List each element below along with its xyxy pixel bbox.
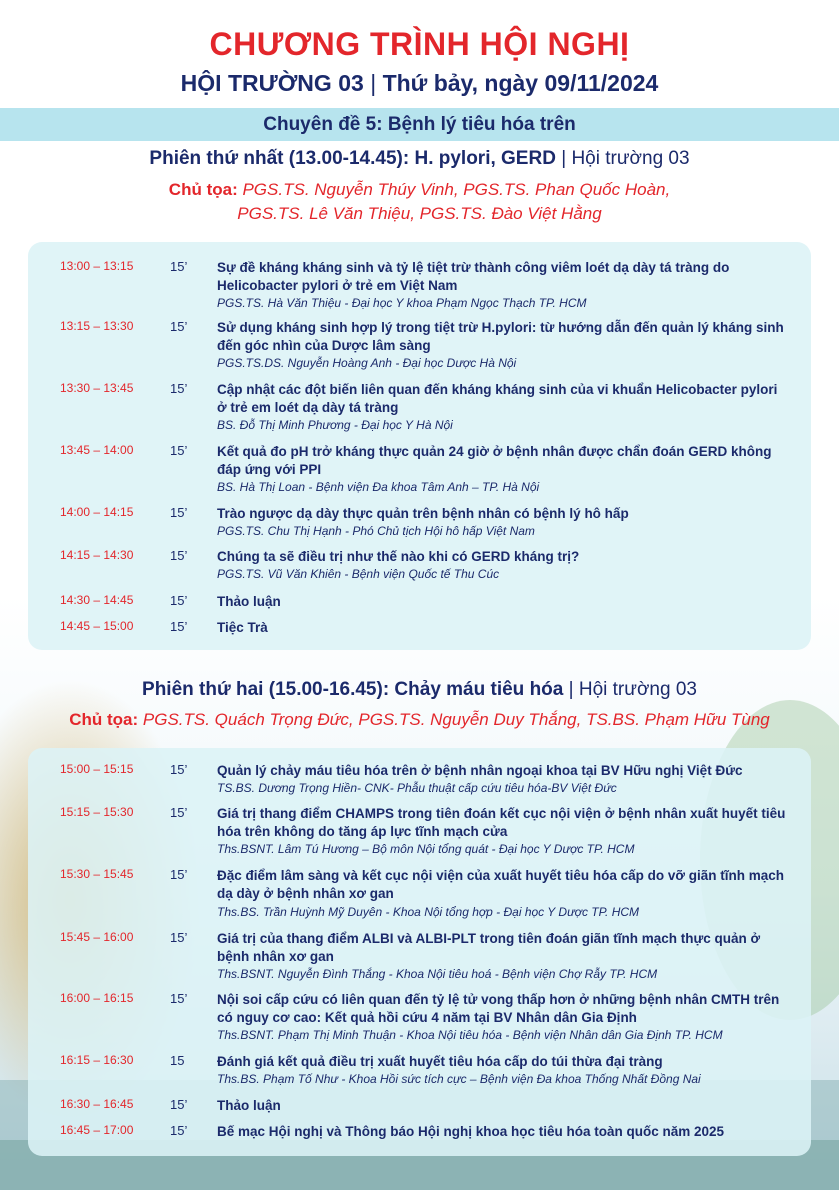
session1-chair-line1 — [0, 180, 839, 200]
row-topic: Bế mạc Hội nghị và Thông báo Hội nghị khoa học tiêu hóa toàn quốc năm 2025 — [217, 1124, 725, 1139]
row-speaker: PGS.TS. Vũ Văn Khiên - Bệnh viện Quốc tế Thu Cúc — [217, 567, 500, 581]
session1-separator: | — [561, 148, 567, 169]
row-time: 15:00 – 15:15 — [60, 762, 134, 776]
row-speaker: Ths.BS. Phạm Tố Như - Khoa Hồi sức tích cực – Bệnh viện Đa khoa Thống Nhất Đồng Nai — [217, 1072, 701, 1086]
row-duration: 15’ — [170, 548, 188, 563]
row-topic: Chúng ta sẽ điều trị như thế nào khi có GERD kháng trị? — [217, 549, 580, 564]
row-duration: 15’ — [170, 319, 188, 334]
row-topic: Tiệc Trà — [217, 620, 268, 635]
session1-heading — [0, 148, 839, 170]
row-speaker: PGS.TS. Hà Văn Thiệu - Đại học Y khoa Phạm Ngọc Thạch TP. HCM — [217, 296, 587, 310]
row-time: 14:30 – 14:45 — [60, 593, 134, 607]
row-topic: Giá trị của thang điểm ALBI và ALBI-PLT trong tiên đoán giãn tĩnh mạch thực quản ở bệnh nhân xơ gan — [217, 931, 761, 964]
row-speaker: Ths.BSNT. Lâm Tú Hương – Bộ môn Nội tổng quát - Đại học Y Dược TP. HCM — [217, 842, 635, 856]
row-topic: Trào ngược dạ dày thực quản trên bệnh nhân có bệnh lý hô hấp — [217, 506, 629, 521]
session1-chairs-a: PGS.TS. Nguyễn Thúy Vinh, PGS.TS. Phan Quốc Hoàn, — [242, 180, 671, 199]
row-topic: Sử dụng kháng sinh hợp lý trong tiệt trừ H.pylori: từ hướng dẫn đến quản lý kháng sinh đến góc nhìn của Dược lâm sàng — [217, 320, 784, 353]
row-duration: 15’ — [170, 1123, 188, 1138]
row-speaker: Ths.BS. Trần Huỳnh Mỹ Duyên - Khoa Nội tổng hợp - Đại học Y Dược TP. HCM — [217, 905, 640, 919]
row-speaker: BS. Đỗ Thị Minh Phương - Đại học Y Hà Nội — [217, 418, 453, 432]
row-speaker: PGS.TS. Chu Thị Hạnh - Phó Chủ tịch Hội hô hấp Việt Nam — [217, 524, 535, 538]
separator: | — [370, 70, 377, 96]
row-speaker: TS.BS. Dương Trọng Hiền- CNK- Phẫu thuật cấp cứu tiêu hóa-BV Việt Đức — [217, 781, 617, 795]
row-topic: Sự đề kháng kháng sinh và tỷ lệ tiệt trừ thành công viêm loét dạ dày tá tràng do Helicobacter pylori ở trẻ em Việt Nam — [217, 260, 730, 293]
row-duration: 15’ — [170, 505, 188, 520]
row-duration: 15’ — [170, 259, 188, 274]
row-topic: Quản lý chảy máu tiêu hóa trên ở bệnh nhân ngoại khoa tại BV Hữu nghị Việt Đức — [217, 763, 743, 778]
session2-heading — [0, 679, 839, 701]
row-duration: 15’ — [170, 991, 188, 1006]
row-duration: 15’ — [170, 1097, 188, 1112]
row-time: 14:45 – 15:00 — [60, 619, 134, 633]
row-topic: Giá trị thang điểm CHAMPS trong tiên đoán kết cục nội viện ở bệnh nhân xuất huyết tiêu hóa trên không do tăng áp lực tĩnh mạch cửa — [217, 806, 786, 839]
topic-band: Chuyên đề 5: Bệnh lý tiêu hóa trên — [0, 108, 839, 141]
row-time: 13:15 – 13:30 — [60, 319, 134, 333]
row-topic: Đánh giá kết quả điều trị xuất huyết tiêu hóa cấp do túi thừa đại tràng — [217, 1054, 663, 1069]
row-topic: Nội soi cấp cứu có liên quan đến tỷ lệ tử vong thấp hơn ở những bệnh nhân CMTH trên có nguy cơ cao: Kết quả hồi cứu 4 năm tại BV Nhân dân Gia Định — [217, 992, 780, 1025]
row-speaker: BS. Hà Thị Loan - Bệnh viện Đa khoa Tâm Anh – TP. Hà Nội — [217, 480, 540, 494]
row-time: 14:15 – 14:30 — [60, 548, 134, 562]
row-duration: 15’ — [170, 805, 188, 820]
session2-title: Phiên thứ hai (15.00-16.45): Chảy máu tiêu hóa — [142, 679, 564, 700]
row-time: 14:00 – 14:15 — [60, 505, 134, 519]
row-time: 15:15 – 15:30 — [60, 805, 134, 819]
row-time: 16:45 – 17:00 — [60, 1123, 134, 1137]
row-time: 13:30 – 13:45 — [60, 381, 134, 395]
row-time: 16:30 – 16:45 — [60, 1097, 134, 1111]
row-topic: Cập nhật các đột biến liên quan đến kháng kháng sinh của vi khuẩn Helicobacter pylori ở trẻ em loét dạ dày tá tràng — [217, 382, 778, 415]
row-duration: 15’ — [170, 381, 188, 396]
session1-chair-label: Chủ tọa: — [168, 180, 238, 199]
row-time: 13:00 – 13:15 — [60, 259, 134, 273]
page-title: CHƯƠNG TRÌNH HỘI NGHỊ — [209, 26, 630, 62]
row-time: 15:30 – 15:45 — [60, 867, 134, 881]
row-duration: 15 — [170, 1053, 185, 1068]
session2-schedule-panel — [28, 748, 811, 1156]
row-speaker: Ths.BSNT. Phạm Thị Minh Thuận - Khoa Nội tiêu hóa - Bệnh viện Nhân dân Gia Định TP. HCM — [217, 1028, 723, 1042]
hall-date-line — [0, 70, 839, 97]
row-topic: Kết quả đo pH trở kháng thực quản 24 giờ ở bệnh nhân được chẩn đoán GERD không đáp ứng với PPI — [217, 444, 772, 477]
session2-chairs: PGS.TS. Quách Trọng Đức, PGS.TS. Nguyễn Duy Thắng, TS.BS. Phạm Hữu Tùng — [142, 710, 770, 729]
session2-separator: | — [568, 679, 574, 700]
row-duration: 15’ — [170, 593, 188, 608]
session1-schedule-panel — [28, 242, 811, 650]
row-topic: Thảo luận — [217, 594, 281, 609]
row-duration: 15’ — [170, 762, 188, 777]
row-time: 15:45 – 16:00 — [60, 930, 134, 944]
row-topic: Đặc điểm lâm sàng và kết cục nội viện của xuất huyết tiêu hóa cấp do vỡ giãn tĩnh mạch dạ dày ở bệnh nhân xơ gan — [217, 868, 784, 901]
session1-title: Phiên thứ nhất (13.00-14.45): H. pylori, GERD — [149, 148, 556, 169]
row-duration: 15’ — [170, 930, 188, 945]
row-duration: 15’ — [170, 443, 188, 458]
session1-chair-line2: PGS.TS. Lê Văn Thiệu, PGS.TS. Đào Việt Hằng — [237, 204, 602, 223]
session1-hall: Hội trường 03 — [571, 148, 690, 169]
row-time: 13:45 – 14:00 — [60, 443, 134, 457]
session2-chair-label: Chủ tọa: — [69, 710, 139, 729]
session2-hall: Hội trường 03 — [578, 679, 697, 700]
hall-name: HỘI TRƯỜNG 03 — [180, 70, 364, 96]
row-topic: Thảo luận — [217, 1098, 281, 1113]
session2-chair-line — [0, 710, 839, 730]
row-time: 16:00 – 16:15 — [60, 991, 134, 1005]
conference-date: Thứ bảy, ngày 09/11/2024 — [382, 70, 659, 96]
row-time: 16:15 – 16:30 — [60, 1053, 134, 1067]
row-duration: 15’ — [170, 619, 188, 634]
row-speaker: PGS.TS.DS. Nguyễn Hoàng Anh - Đại học Dược Hà Nội — [217, 356, 517, 370]
row-duration: 15’ — [170, 867, 188, 882]
row-speaker: Ths.BSNT. Nguyễn Đình Thắng - Khoa Nội tiêu hoá - Bệnh viện Chợ Rẫy TP. HCM — [217, 967, 658, 981]
